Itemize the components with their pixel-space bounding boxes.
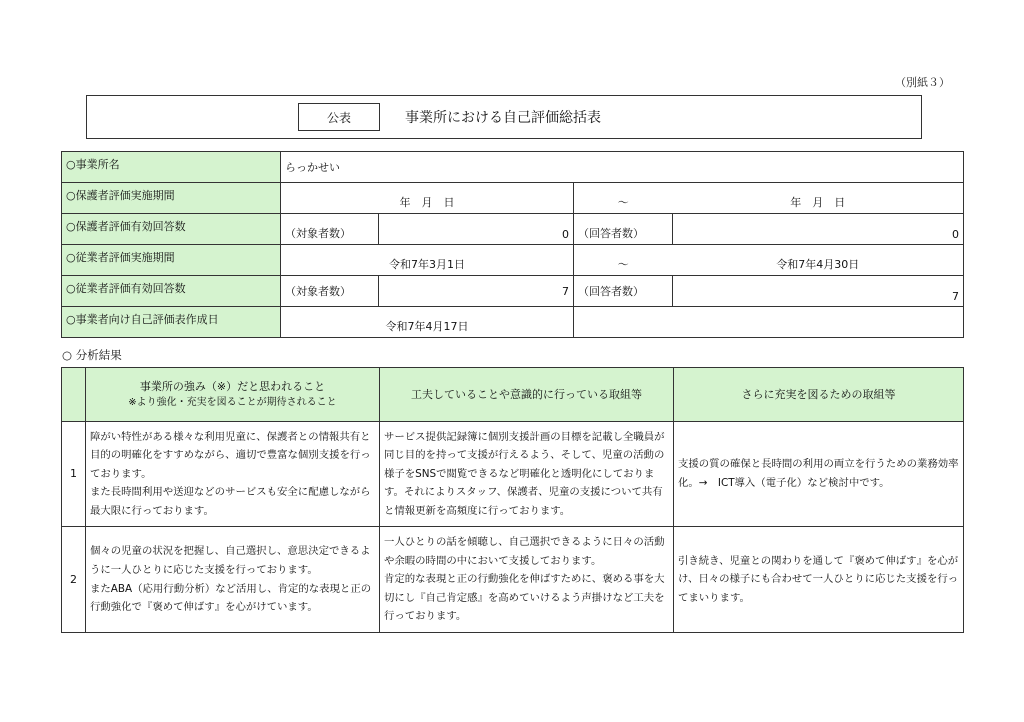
staff-period-row bbox=[62, 245, 964, 276]
guardian-period-start: 年 月 日 bbox=[281, 183, 574, 214]
guardian-period-separator: ～ bbox=[574, 183, 673, 214]
strength-header-label: 事業所の強み（※）だと思われること bbox=[139, 379, 326, 393]
staff-period-end: 令和7年4月30日 bbox=[673, 245, 964, 276]
staff-target-label: （対象者数） bbox=[281, 276, 379, 307]
improve-header: さらに充実を図るための取組等 bbox=[674, 368, 964, 422]
info-table bbox=[61, 151, 964, 338]
created-date-value: 令和7年4月17日 bbox=[281, 307, 574, 338]
guardian-period-row bbox=[62, 183, 964, 214]
guardian-count-row bbox=[62, 214, 964, 245]
office-name-row bbox=[62, 152, 964, 183]
analysis-row bbox=[62, 527, 964, 633]
effort-cell: サービス提供記録簿に個別支援計画の目標を記載し全職員が同じ目的を持って支援が行えるよう、そして、児童の活動の様子をSNSで閲覧できるなど明確化と透明化にしております。それによりスタッフ、保護者、児童の支援について共有と情報更新を高頻度に行っております。 bbox=[380, 422, 674, 527]
effort-header: 工夫していることや意識的に行っている取組等 bbox=[380, 368, 674, 422]
analysis-row bbox=[62, 422, 964, 527]
improve-cell: 引き続き、児童との関わりを通して『褒めて伸ばす』を心がけ、日々の様子にも合わせて一人ひとりに応じた支援を行ってまいります。 bbox=[674, 527, 964, 633]
row-number: 1 bbox=[62, 422, 86, 527]
guardian-respondent-label: （回答者数） bbox=[574, 214, 673, 245]
analysis-header-row bbox=[62, 368, 964, 422]
staff-period-start: 令和7年3月1日 bbox=[281, 245, 574, 276]
staff-respondent-value: 7 bbox=[673, 276, 964, 307]
number-header bbox=[62, 368, 86, 422]
effort-cell: 一人ひとりの話を傾聴し、自己選択できるように日々の活動や余暇の時間の中において支援しております。 肯定的な表現と正の行動強化を伸ばすために、褒める事を大切にし『自己肯定感』を高めていけるよう声掛けなど工夫を行っております。 bbox=[380, 527, 674, 633]
strength-header bbox=[86, 368, 380, 422]
strength-cell: 障がい特性がある様々な利用児童に、保護者との情報共有と目的の明確化をすすめながら、適切で豊富な個別支援を行っております。 また長時間利用や送迎などのサービスも安全に配慮しながら最大限に行っております。 bbox=[86, 422, 380, 527]
improve-cell: 支援の質の確保と長時間の利用の両立を行うための業務効率化。→ ICT導入（電子化）など検討中です。 bbox=[674, 422, 964, 527]
analysis-table bbox=[61, 367, 964, 633]
public-label: 公表 bbox=[298, 103, 380, 131]
guardian-count-label: ○保護者評価有効回答数 bbox=[62, 214, 281, 245]
header-box bbox=[86, 95, 922, 139]
row-number: 2 bbox=[62, 527, 86, 633]
created-date-row bbox=[62, 307, 964, 338]
created-date-blank bbox=[574, 307, 964, 338]
strength-cell: 個々の児童の状況を把握し、自己選択し、意思決定できるように一人ひとりに応じた支援を行っております。 またABA（応用行動分析）など活用し、肯定的な表現と正の行動強化で『褒めて伸ばす』を心がけています。 bbox=[86, 527, 380, 633]
staff-period-label: ○従業者評価実施期間 bbox=[62, 245, 281, 276]
guardian-target-value: 0 bbox=[379, 214, 574, 245]
staff-period-separator: ～ bbox=[574, 245, 673, 276]
analysis-section-title: ○ 分析結果 bbox=[62, 348, 122, 362]
created-date-label: ○事業者向け自己評価表作成日 bbox=[62, 307, 281, 338]
attachment-number: （別紙３） bbox=[895, 76, 950, 89]
staff-count-row bbox=[62, 276, 964, 307]
office-name-label: ○事業所名 bbox=[62, 152, 281, 183]
staff-count-label: ○従業者評価有効回答数 bbox=[62, 276, 281, 307]
guardian-respondent-value: 0 bbox=[673, 214, 964, 245]
office-name-value: らっかせい bbox=[281, 152, 964, 183]
staff-respondent-label: （回答者数） bbox=[574, 276, 673, 307]
guardian-period-end: 年 月 日 bbox=[673, 183, 964, 214]
document-title: 事業所における自己評価総括表 bbox=[405, 110, 601, 126]
guardian-target-label: （対象者数） bbox=[281, 214, 379, 245]
strength-header-note: ※より強化・充実を図ることが期待されること bbox=[128, 397, 337, 409]
staff-target-value: 7 bbox=[379, 276, 574, 307]
guardian-period-label: ○保護者評価実施期間 bbox=[62, 183, 281, 214]
